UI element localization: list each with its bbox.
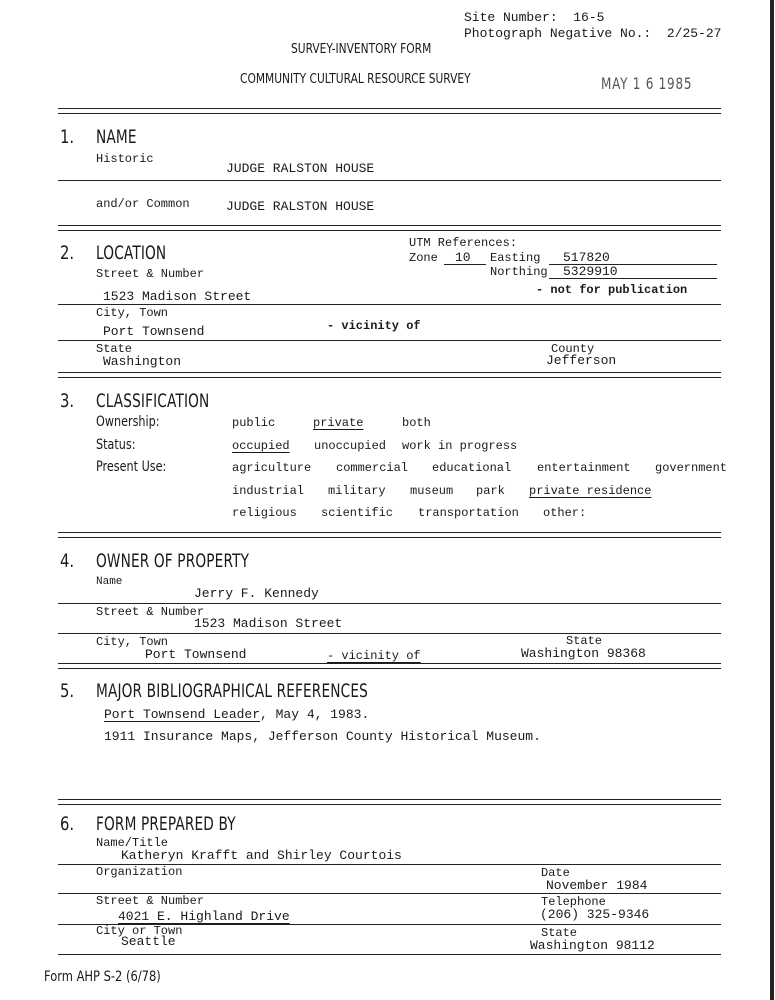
use-transportation[interactable]: transportation xyxy=(418,506,519,520)
section-title-owner: OWNER OF PROPERTY xyxy=(96,550,250,572)
ownership-label: Ownership: xyxy=(96,414,160,430)
date-label: Date xyxy=(541,866,570,880)
status-work-in-progress[interactable]: work in progress xyxy=(402,439,518,453)
divider xyxy=(58,108,721,114)
preparer-street-label: Street & Number xyxy=(96,894,205,908)
status-occupied[interactable]: occupied xyxy=(232,439,290,453)
reference-1 xyxy=(104,707,369,722)
use-other[interactable]: other: xyxy=(543,506,587,520)
street-value: 1523 Madison Street xyxy=(103,289,252,304)
city-value: Port Townsend xyxy=(103,324,205,339)
utm-label: UTM References: xyxy=(409,236,518,250)
section-number: 3. xyxy=(60,390,75,412)
owner-city-label: City, Town xyxy=(96,635,169,649)
present-use-label: Present Use: xyxy=(96,459,167,475)
owner-vicinity: - vicinity of xyxy=(327,649,421,663)
ownership-public[interactable]: public xyxy=(232,416,276,430)
divider xyxy=(58,603,721,604)
section-title-prepared-by: FORM PREPARED BY xyxy=(96,813,236,835)
owner-city-value: Port Townsend xyxy=(145,647,247,662)
zone-underline xyxy=(444,264,486,265)
owner-name-label: Name xyxy=(96,576,123,588)
use-educational[interactable]: educational xyxy=(432,461,512,475)
use-park[interactable]: park xyxy=(476,484,505,498)
street-label: Street & Number xyxy=(96,267,205,281)
site-number xyxy=(464,10,604,25)
divider xyxy=(58,799,721,805)
divider xyxy=(58,633,721,634)
section-title-references: MAJOR BIBLIOGRAPHICAL REFERENCES xyxy=(96,680,368,702)
use-military[interactable]: military xyxy=(328,484,386,498)
section-number: 1. xyxy=(60,126,75,148)
form-id: Form AHP S-2 (6/78) xyxy=(44,969,161,985)
northing-label: Northing xyxy=(490,265,548,279)
divider xyxy=(58,663,721,669)
common-label: and/or Common xyxy=(96,197,190,211)
owner-street-label: Street & Number xyxy=(96,605,205,619)
use-government[interactable]: government xyxy=(655,461,728,475)
ownership-both[interactable]: both xyxy=(402,416,431,430)
status-label: Status: xyxy=(96,437,136,453)
section-title-name: NAME xyxy=(96,126,137,148)
reference-2: 1911 Insurance Maps, Jefferson County Historical Museum. xyxy=(104,729,541,744)
vicinity-of: - vicinity of xyxy=(327,319,421,333)
preparer-city-value: Seattle xyxy=(121,934,176,949)
common-name-value: JUDGE RALSTON HOUSE xyxy=(226,199,375,214)
preparer-street-value: 4021 E. Highland Drive xyxy=(118,909,290,924)
date-value: November 1984 xyxy=(546,878,648,893)
section-number: 6. xyxy=(60,813,75,835)
survey-title: COMMUNITY CULTURAL RESOURCE SURVEY xyxy=(240,72,471,87)
reference-1-title: Port Townsend Leader xyxy=(104,707,261,722)
organization-label: Organization xyxy=(96,865,183,879)
use-entertainment[interactable]: entertainment xyxy=(537,461,631,475)
preparer-name-value: Katheryn Krafft and Shirley Courtois xyxy=(121,848,402,863)
county-value: Jefferson xyxy=(546,353,617,368)
state-label: State xyxy=(96,342,133,356)
photo-negative-label: Photograph Negative No.: xyxy=(464,26,652,41)
preparer-state-value: Washington 98112 xyxy=(530,938,655,953)
photo-negative-value: 2/25-27 xyxy=(666,26,722,41)
divider xyxy=(58,180,721,181)
northing-value: 5329910 xyxy=(563,264,618,279)
owner-state-value: Washington 98368 xyxy=(521,646,646,661)
zone-label: Zone xyxy=(409,251,438,265)
divider xyxy=(58,372,721,378)
owner-state-label: State xyxy=(566,634,603,648)
preparer-city-label: City or Town xyxy=(96,924,183,938)
section-title-classification: CLASSIFICATION xyxy=(96,390,210,412)
historic-name-value: JUDGE RALSTON HOUSE xyxy=(226,161,375,176)
northing-underline xyxy=(549,278,717,279)
not-for-publication: - not for publication xyxy=(536,283,688,297)
reference-1-details: , May 4, 1983. xyxy=(260,707,370,722)
ownership-private[interactable]: private xyxy=(313,416,364,430)
use-private-residence[interactable]: private residence xyxy=(529,484,652,498)
photo-negative xyxy=(464,26,721,41)
divider xyxy=(58,304,721,305)
section-number: 4. xyxy=(60,550,75,572)
owner-name-value: Jerry F. Kennedy xyxy=(194,586,319,601)
use-industrial[interactable]: industrial xyxy=(232,484,305,498)
state-value: Washington xyxy=(103,354,182,369)
owner-street-value: 1523 Madison Street xyxy=(194,616,343,631)
telephone-label: Telephone xyxy=(541,895,606,909)
preparer-state-label: State xyxy=(541,926,578,940)
preparer-name-label: Name/Title xyxy=(96,836,169,850)
zone-value: 10 xyxy=(455,250,471,265)
use-museum[interactable]: museum xyxy=(410,484,454,498)
page-border xyxy=(770,0,774,1000)
divider xyxy=(58,340,721,341)
form-title: SURVEY-INVENTORY FORM xyxy=(291,42,432,57)
status-unoccupied[interactable]: unoccupied xyxy=(314,439,387,453)
date-stamp: MAY 1 6 1985 xyxy=(601,74,693,93)
historic-label: Historic xyxy=(96,152,154,166)
telephone-value: (206) 325-9346 xyxy=(540,907,650,922)
section-title-location: LOCATION xyxy=(96,242,167,264)
divider xyxy=(58,225,721,231)
site-number-label: Site Number: xyxy=(464,10,558,25)
county-label: County xyxy=(551,342,595,356)
use-religious[interactable]: religious xyxy=(232,506,297,520)
section-number: 5. xyxy=(60,680,75,702)
section-number: 2. xyxy=(60,242,75,264)
divider xyxy=(58,954,721,955)
site-number-value: 16-5 xyxy=(573,10,605,25)
use-scientific[interactable]: scientific xyxy=(321,506,394,520)
use-agriculture[interactable]: agriculture xyxy=(232,461,312,475)
use-commercial[interactable]: commercial xyxy=(336,461,409,475)
easting-label: Easting xyxy=(490,251,541,265)
city-label: City, Town xyxy=(96,306,169,320)
easting-value: 517820 xyxy=(563,250,610,265)
divider xyxy=(58,532,721,538)
